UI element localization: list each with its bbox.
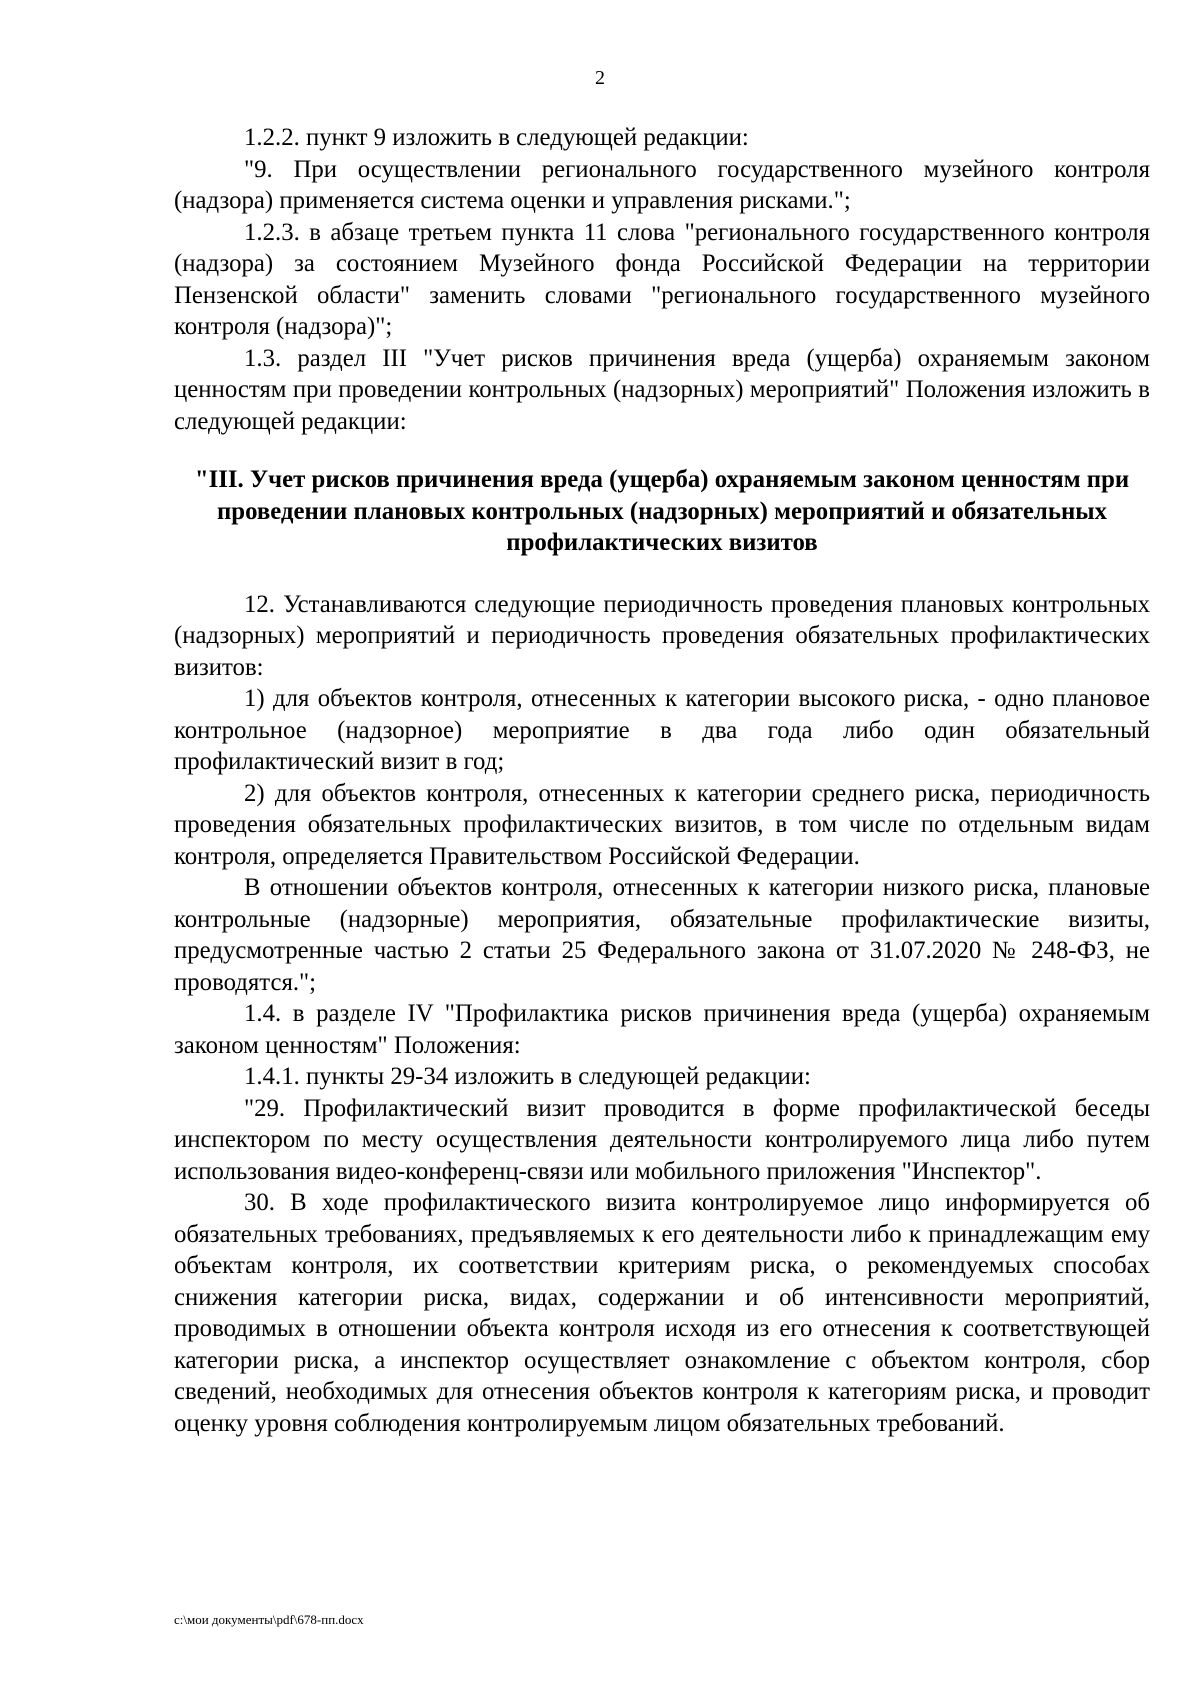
paragraph-1-4-1: 1.4.1. пункты 29-34 изложить в следующей редакции: [244, 1063, 811, 1090]
paragraph-item-29: "29. Профилактический визит проводится в форме профилактической беседы инспектором по месту осуществления деятельности контролируемого лица либо путем использования видео-конференц-связи или мобильного приложения "Инспектор". [174, 1094, 1150, 1185]
page-number: 2 [595, 67, 605, 89]
paragraph-1-2-3: 1.2.3. в абзаце третьем пункта 11 слова "регионального государственного контроля (надзора) за состоянием Музейного фонда Российской Федерации на территории Пензенской области" заменить словами "регионального государственного музейного контроля (надзора)"; [174, 218, 1150, 340]
document-body [174, 122, 1150, 1439]
paragraph-1-3: 1.3. раздел III "Учет рисков причинения вреда (ущерба) охраняемым законом ценностям при проведении контрольных (надзорных) мероприятий" Положения изложить в следующей редакции: [174, 344, 1150, 435]
paragraph-item-12: 12. Устанавливаются следующие периодичность проведения плановых контрольных (надзорных) мероприятий и периодичность проведения обязательных профилактических визитов: [174, 590, 1150, 681]
footer-file-path: c:\мои документы\pdf\678-пп.docx [174, 1612, 364, 1627]
paragraph-subitem-1: 1) для объектов контроля, отнесенных к категории высокого риска, - одно плановое контрольное (надзорное) мероприятие в два года либо один обязательный профилактический визит в год; [174, 685, 1150, 775]
paragraph-subitem-2: 2) для объектов контроля, отнесенных к категории среднего риска, периодичность проведения обязательных профилактических визитов, в том числе по отдельным видам контроля, определяется Правительством Российской Федерации. [174, 779, 1150, 870]
section-heading-iii: "III. Учет рисков причинения вреда (ущерба) охраняемым законом ценностям при проведении плановых контрольных (надзорных) мероприятий и обязательных профилактических визитов [194, 466, 1130, 556]
paragraph-item-9: "9. При осуществлении регионального государственного музейного контроля (надзора) применяется система оценки и управления рисками."; [174, 155, 1150, 214]
paragraph-low-risk: В отношении объектов контроля, отнесенных к категории низкого риска, плановые контрольные (надзорные) мероприятия, обязательные профилактические визиты, предусмотренные частью 2 статьи 25 Федерального закона от 31.07.2020 № 248-ФЗ, не проводятся."; [174, 874, 1150, 996]
paragraph-1-2-2: 1.2.2. пункт 9 изложить в следующей редакции: [244, 124, 749, 151]
paragraph-1-4: 1.4. в разделе IV "Профилактика рисков причинения вреда (ущерба) охраняемым законом ценностям" Положения: [174, 1000, 1150, 1059]
paragraph-item-30: 30. В ходе профилактического визита контролируемое лицо информируется об обязательных требованиях, предъявляемых к его деятельности либо к принадлежащим ему объектам контроля, их соответствии критериям риска, о рекомендуемых способах снижения категории риска, видах, содержании и об интенсивности мероприятий, проводимых в отношении объекта контроля исходя из его отнесения к соответствующей категории риска, а инспектор осуществляет ознакомление с объектом контроля, сбор сведений, необходимых для отнесения объектов контроля к категориям риска, и проводит оценку уровня соблюдения контролируемым лицом обязательных требований. [174, 1189, 1150, 1437]
